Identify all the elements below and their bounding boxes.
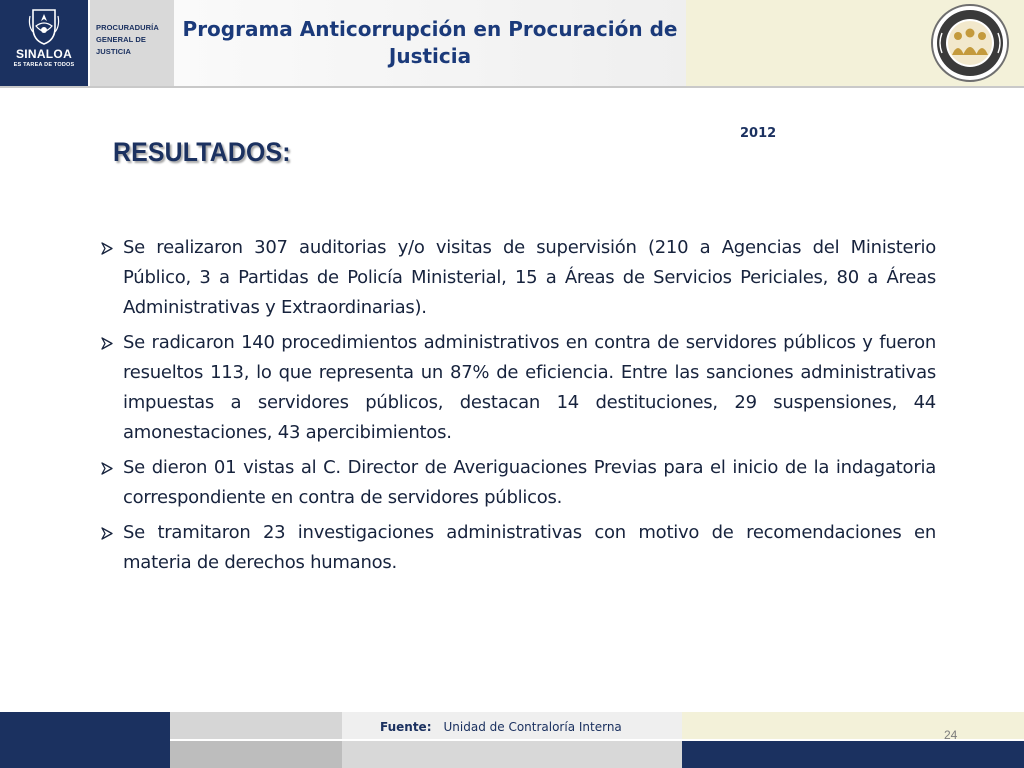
list-item <box>100 453 936 513</box>
page-number: 24 <box>944 728 958 742</box>
institution-seal-icon <box>930 3 1010 83</box>
slide-title: Programa Anticorrupción en Procuración de Justicia <box>182 17 678 68</box>
results-list <box>100 233 936 583</box>
arrow-bullet-icon <box>100 462 114 475</box>
list-item-text: Se dieron 01 vistas al C. Director de Averiguaciones Previas para el inicio de la indagatoria correspondiente en contra de servidores públicos. <box>123 457 936 508</box>
section-heading: RESULTADOS: <box>113 137 291 167</box>
state-motto: ES TAREA DE TODOS <box>13 62 75 68</box>
footer-block-navy <box>0 712 170 768</box>
footer-band-gray <box>170 741 342 768</box>
institution-line-1: PROCURADURÍA <box>96 23 159 32</box>
arrow-bullet-icon <box>100 242 114 255</box>
header-rule <box>0 86 1024 88</box>
arrow-bullet-icon <box>100 337 114 350</box>
state-name: SINALOA <box>15 47 73 61</box>
list-item-text: Se radicaron 140 procedimientos administrativos en contra de servidores públicos y fueron resueltos 113, lo que representa un 87% de eficiencia. Entre las sanciones administrativas impuestas a servidores públicos, destacan 14 destituciones, 29 suspensiones, 44 amonestaciones, 43 apercibimientos. <box>123 332 936 443</box>
source-value: Unidad de Contraloría Interna <box>443 720 622 734</box>
list-item <box>100 233 936 323</box>
coat-of-arms-icon <box>27 6 61 46</box>
slide-footer <box>0 712 1024 768</box>
list-item-text: Se realizaron 307 auditorias y/o visitas de supervisión (210 a Agencias del Ministerio Público, 3 a Partidas de Policía Ministerial, 15 a Áreas de Servicios Periciales, 80 a Áreas Administrativas y Extraordinarias). <box>123 237 936 318</box>
arrow-bullet-icon <box>100 527 114 540</box>
source-note <box>380 720 622 734</box>
seal-block <box>686 0 1024 86</box>
footer-band-navy <box>682 741 1024 768</box>
state-logo <box>0 0 88 86</box>
list-item <box>100 328 936 448</box>
source-label: Fuente: <box>380 720 432 734</box>
institution-block <box>90 0 174 86</box>
title-block <box>174 0 686 86</box>
year-label: 2012 <box>740 126 777 141</box>
institution-line-3: JUSTICIA <box>96 47 131 56</box>
footer-band-light <box>342 741 682 768</box>
slide-header <box>0 0 1024 86</box>
list-item <box>100 518 936 578</box>
institution-line-2: GENERAL DE <box>96 35 147 44</box>
list-item-text: Se tramitaron 23 investigaciones administrativas con motivo de recomendaciones en materia de derechos humanos. <box>123 522 936 573</box>
